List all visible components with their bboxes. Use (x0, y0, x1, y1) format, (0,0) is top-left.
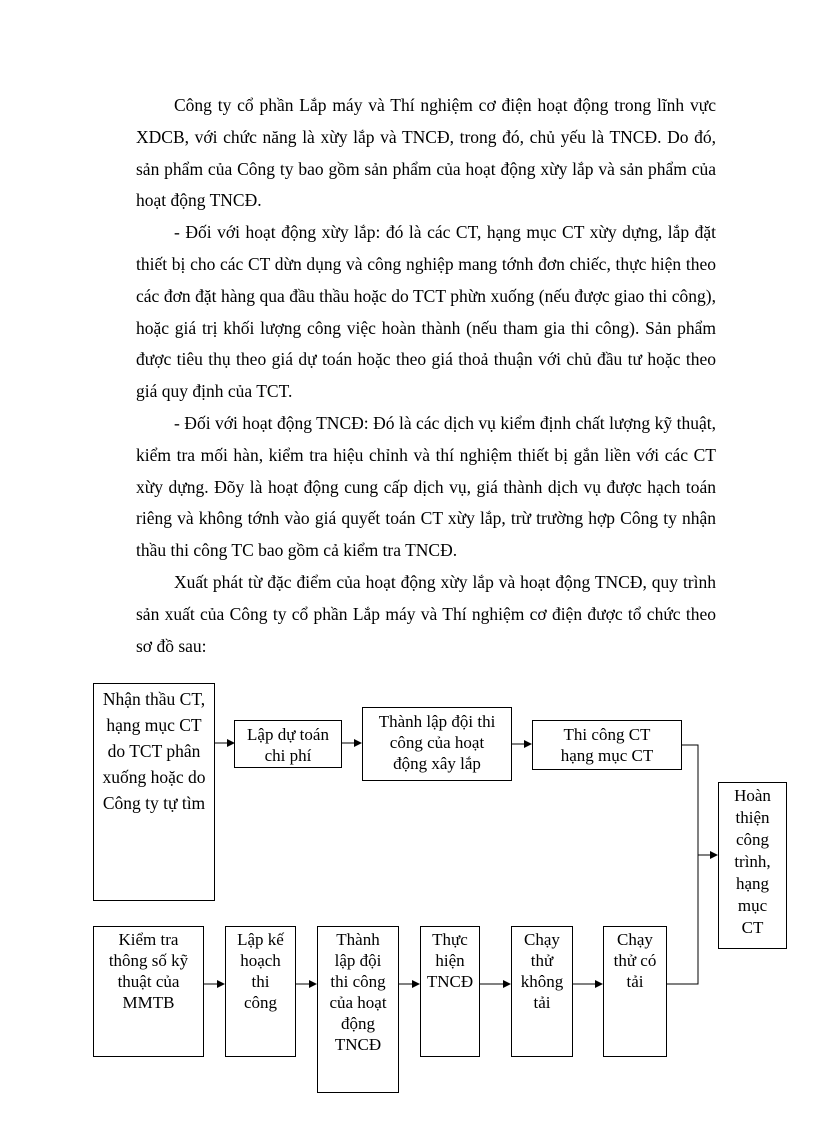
step-complete-project: Hoàn thiện công trình, hạng mục CT (718, 782, 787, 949)
step-cost-estimate: Lập dự toán chi phí (234, 720, 342, 768)
step-check-specs: Kiểm tra thông số kỹ thuật của MMTB (93, 926, 204, 1057)
step-receive-contract: Nhận thầu CT, hạng mục CT do TCT phân xuống hoặc do Công ty tự tìm (93, 683, 215, 901)
step-construction-plan: Lập kế hoạch thi công (225, 926, 296, 1057)
connector-top-right (682, 745, 698, 855)
step-perform-testing: Thực hiện TNCĐ (420, 926, 480, 1057)
paragraph-testing: - Đối với hoạt động TNCĐ: Đó là các dịch vụ kiểm định chất lượng kỹ thuật, kiểm tra mối hàn, kiểm tra hiệu chỉnh và thí nghiệm thiết bị gắn liền với các CT xừy dựng. Đõy là hoạt động cung cấp dịch vụ, giá thành dịch vụ được hạch toán riêng và không tớnh vào giá quyết toán CT xừy lắp, trừ trường hợp Công ty nhận thầu thi công TC bao gồm cả kiểm tra TNCĐ. (136, 412, 716, 561)
connector-bottom-right (667, 855, 698, 984)
paragraph-intro: Công ty cổ phần Lắp máy và Thí nghiệm cơ điện hoạt động trong lĩnh vực XDCB, với chức năng là xừy lắp và TNCĐ, trong đó, chủ yếu là TNCĐ. Do đó, sản phẩm của Công ty bao gồm sản phẩm của hoạt động xừy lắp và sản phẩm của hoạt động TNCĐ. (136, 95, 716, 211)
step-load-test: Chạy thử có tải (603, 926, 667, 1057)
step-form-construction-team: Thành lập đội thi công của hoạt động xây lắp (362, 707, 512, 781)
step-no-load-test: Chạy thử không tải (511, 926, 573, 1057)
step-construction: Thi công CT hạng mục CT (532, 720, 682, 770)
paragraph-construction: - Đối với hoạt động xừy lắp: đó là các CT, hạng mục CT xừy dựng, lắp đặt thiết bị cho các CT dừn dụng và công nghiệp mang tớnh đơn chiếc, thực hiện theo các đơn đặt hàng qua đầu thầu hoặc do TCT phừn xuống (nếu được giao thi công), hoặc giá trị khối lượng công việc hoàn thành (nếu tham gia thi công). Sản phẩm được tiêu thụ theo giá dự toán hoặc theo giá thoả thuận với chủ đầu tư hoặc theo giá quy định của TCT. (136, 222, 716, 402)
paragraph-process-intro: Xuất phát từ đặc điểm của hoạt động xừy lắp và hoạt động TNCĐ, quy trình sản xuất của Công ty cổ phần Lắp máy và Thí nghiệm cơ điện được tổ chức theo sơ đồ sau: (136, 571, 716, 656)
step-form-testing-team: Thành lập đội thi công của hoạt động TNCĐ (317, 926, 399, 1093)
